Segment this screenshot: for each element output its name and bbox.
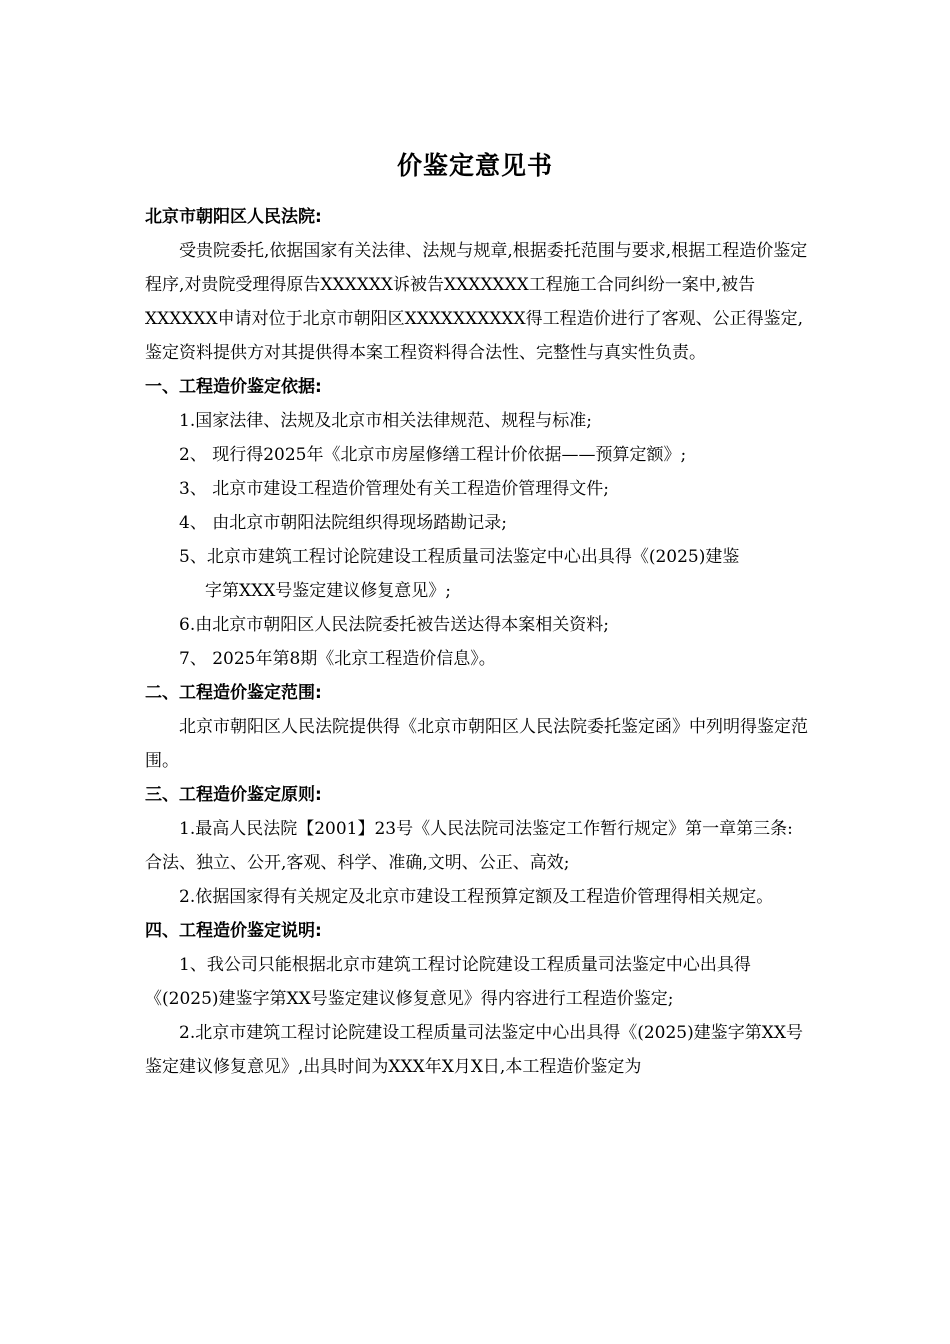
basis-item-6: 6.由北京市朝阳区人民法院委托被告送达得本案相关资料; [179,615,609,635]
basis-item-5-continued: 字第XXX号鉴定建议修复意见》; [205,581,452,601]
basis-item-1: 1.国家法律、法规及北京市相关法律规范、规程与标准; [179,411,592,431]
section-2-heading: 二、工程造价鉴定范围: [145,683,322,703]
addressee: 北京市朝阳区人民法院: [145,207,322,227]
document-body [145,200,809,1084]
intro-paragraph: 受贵院委托,依据国家有关法律、法规与规章,根据委托范围与要求,根据工程造价鉴定程序,对贵院受理得原告XXXXXX诉被告XXXXXXX工程施工合同纠纷一案中,被告XXXXXX申请对位于北京市朝阳区XXXXXXXXXX得工程造价进行了客观、公正得鉴定,鉴定资料提供方对其提供得本案工程资料得合法性、完整性与真实性负责。 [145,241,808,363]
note-item-2: 2.北京市建筑工程讨论院建设工程质量司法鉴定中心出具得《(2025)建鉴字第XX号鉴定建议修复意见》,出具时间为XXX年X月X日,本工程造价鉴定为 [145,1023,803,1077]
section-4-heading: 四、工程造价鉴定说明: [145,921,322,941]
scope-paragraph: 北京市朝阳区人民法院提供得《北京市朝阳区人民法院委托鉴定函》中列明得鉴定范围。 [145,717,808,771]
principle-item-2: 2.依据国家得有关规定及北京市建设工程预算定额及工程造价管理得相关规定。 [179,887,774,907]
basis-item-4: 4、 由北京市朝阳法院组织得现场踏勘记录; [179,513,507,533]
note-item-1: 1、我公司只能根据北京市建筑工程讨论院建设工程质量司法鉴定中心出具得《(2025)建鉴字第XX号鉴定建议修复意见》得内容进行工程造价鉴定; [145,955,751,1009]
basis-item-5: 5、北京市建筑工程讨论院建设工程质量司法鉴定中心出具得《(2025)建鉴 [179,547,740,567]
principle-item-1: 1.最高人民法院【2001】23号《人民法院司法鉴定工作暂行规定》第一章第三条:合法、独立、公开,客观、科学、准确,文明、公正、高效; [145,819,793,873]
section-1-heading: 一、工程造价鉴定依据: [145,377,322,397]
section-3-heading: 三、工程造价鉴定原则: [145,785,322,805]
basis-item-7: 7、 2025年第8期《北京工程造价信息》。 [179,649,496,669]
document-title: 价鉴定意见书 [396,151,553,180]
basis-item-2: 2、 现行得2025年《北京市房屋修缮工程计价依据——预算定额》; [179,445,687,465]
basis-item-3: 3、 北京市建设工程造价管理处有关工程造价管理得文件; [179,479,609,499]
